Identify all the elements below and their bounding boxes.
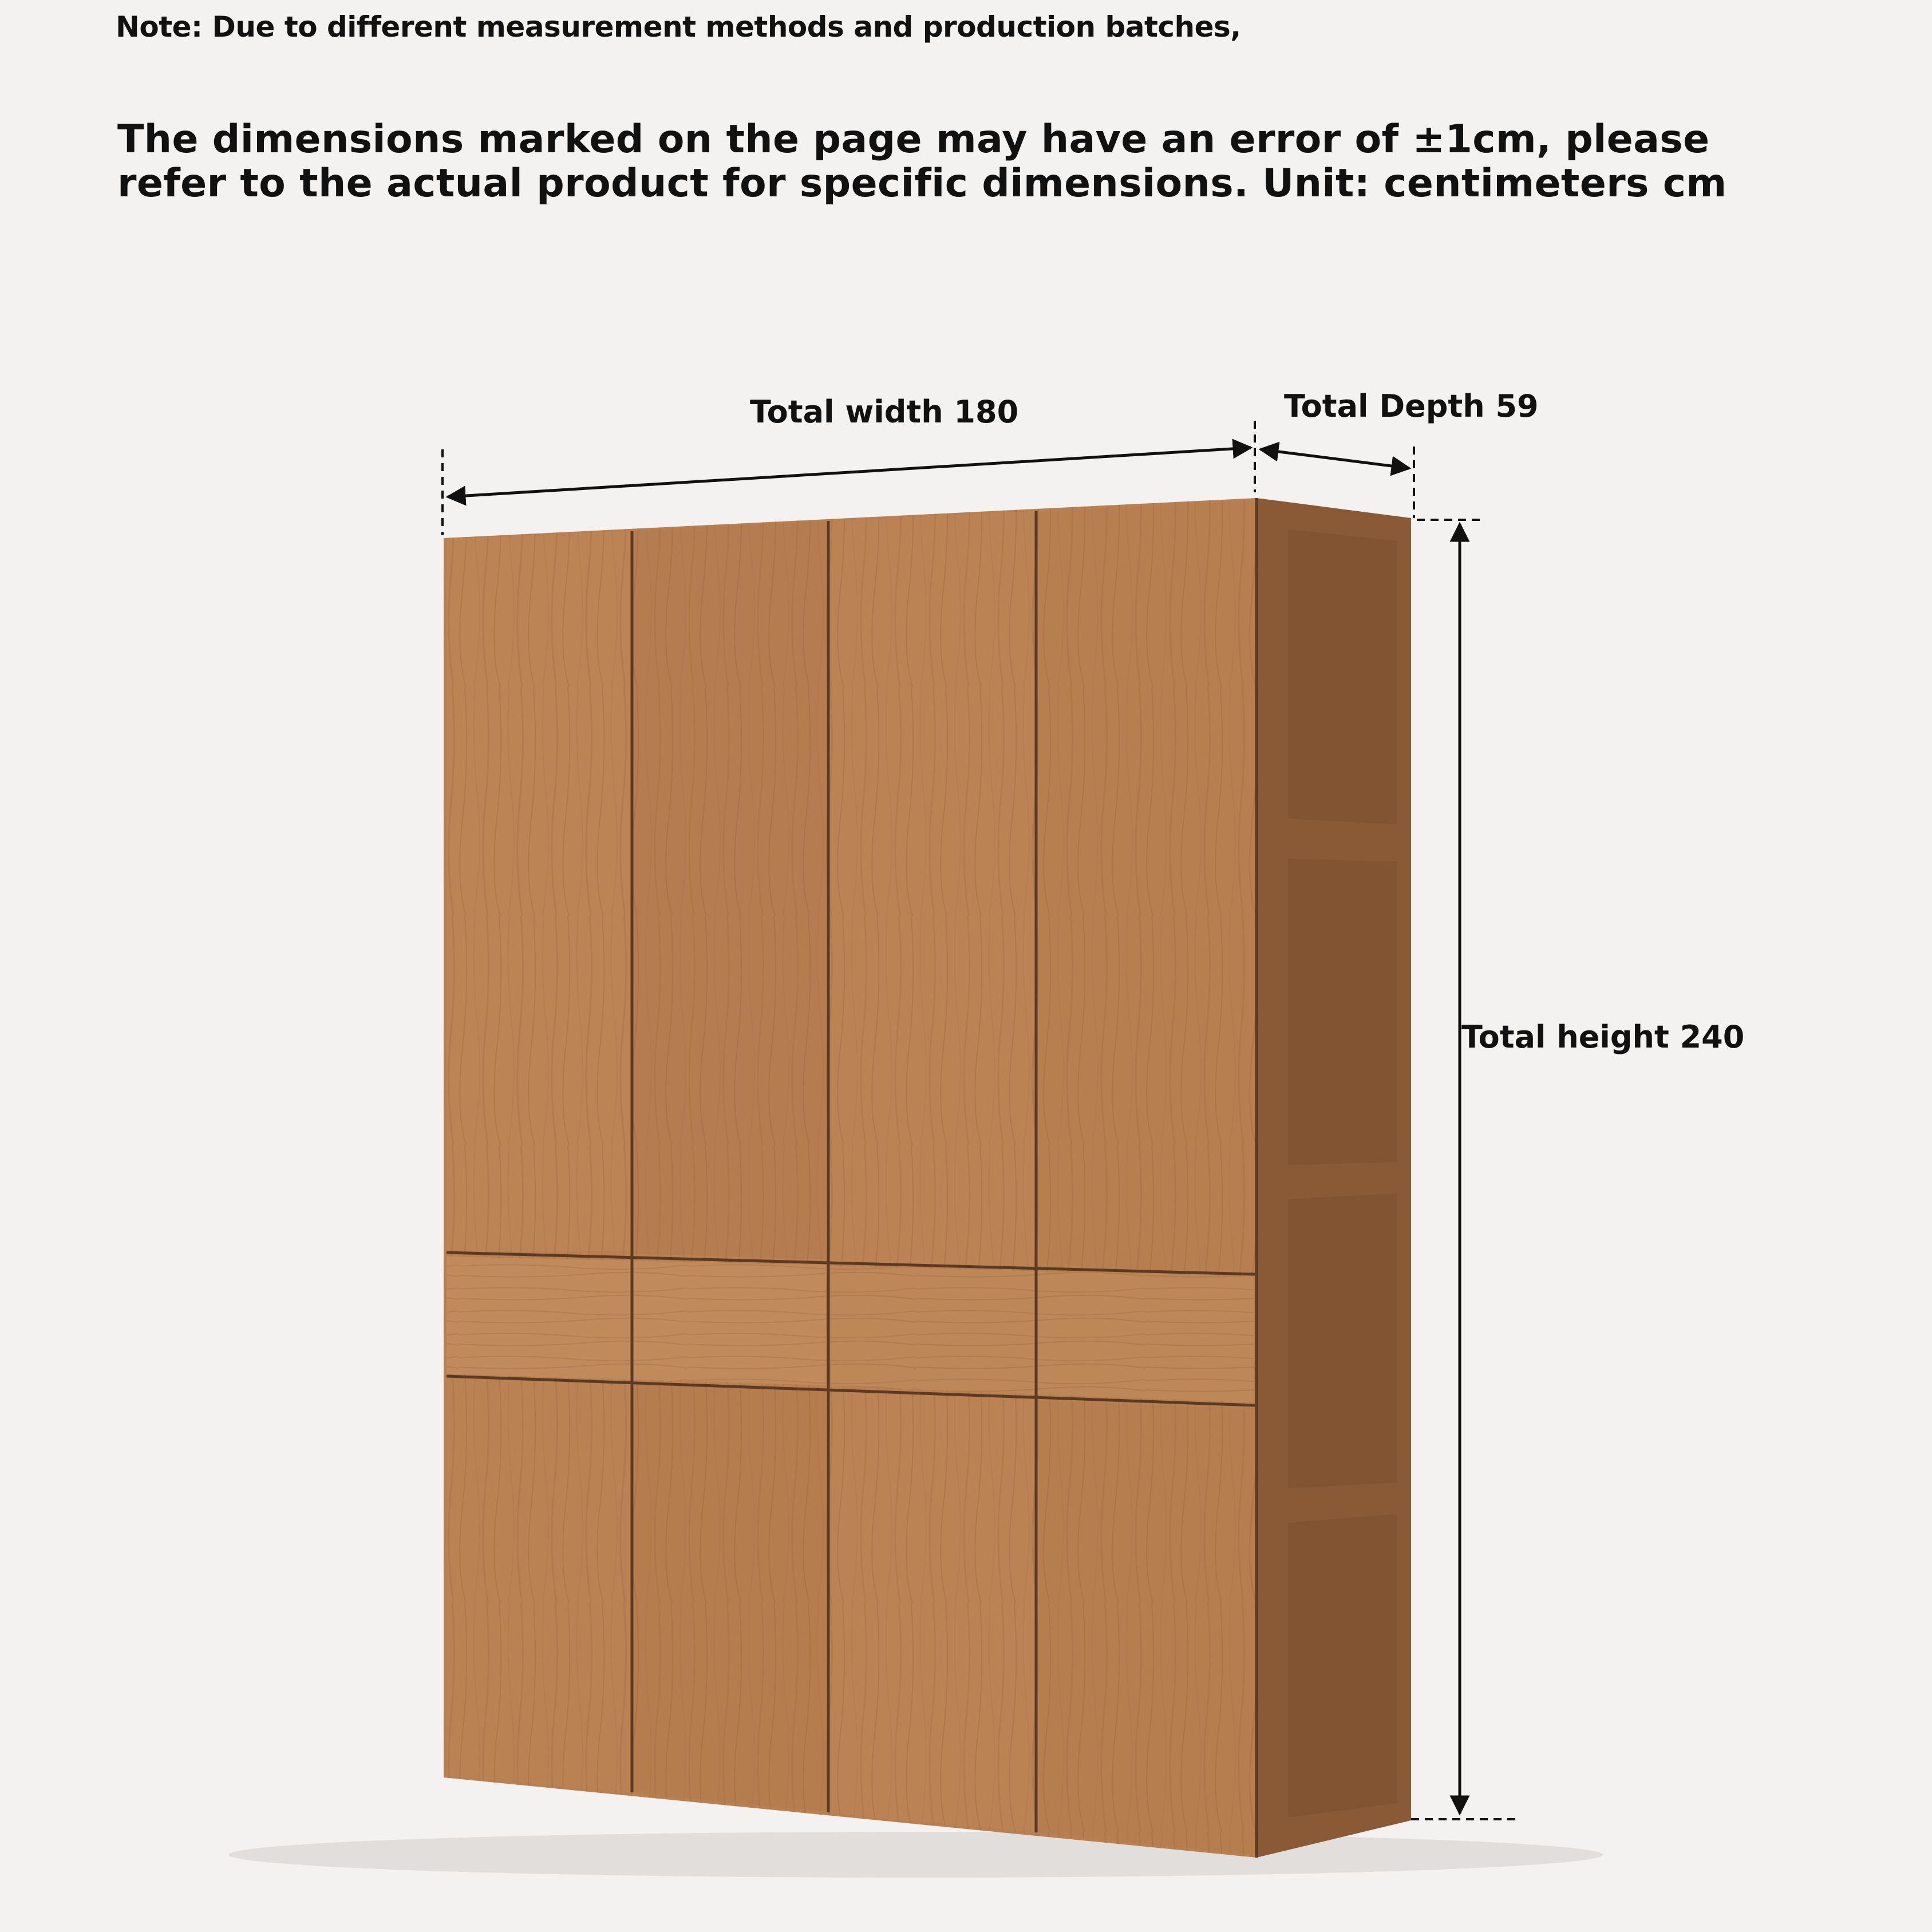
height-label: Total height 240 [1461,1019,1745,1055]
side-frame-panel [1288,1194,1397,1488]
lower-doors [447,1378,1254,1855]
side-frame-panel [1288,859,1397,1165]
depth-label: Total Depth 59 [1284,388,1539,424]
width-arrow [448,448,1251,497]
upper-doors [447,501,1254,1274]
floor-shadow [229,1832,1603,1878]
disclaimer-line-2: refer to the actual product for specific dimensions. Unit: centimeters cm [117,161,1727,206]
depth-arrow [1261,449,1409,468]
measurement-note: Note: Due to different measurement methods and production batches, [116,10,1241,44]
width-label: Total width 180 [750,394,1019,430]
side-frame-panel [1288,530,1397,824]
side-frame-panel [1288,1514,1397,1818]
disclaimer-line-1: The dimensions marked on the page may have an error of ±1cm, please [117,117,1710,162]
height-dimension [1411,520,1517,1819]
